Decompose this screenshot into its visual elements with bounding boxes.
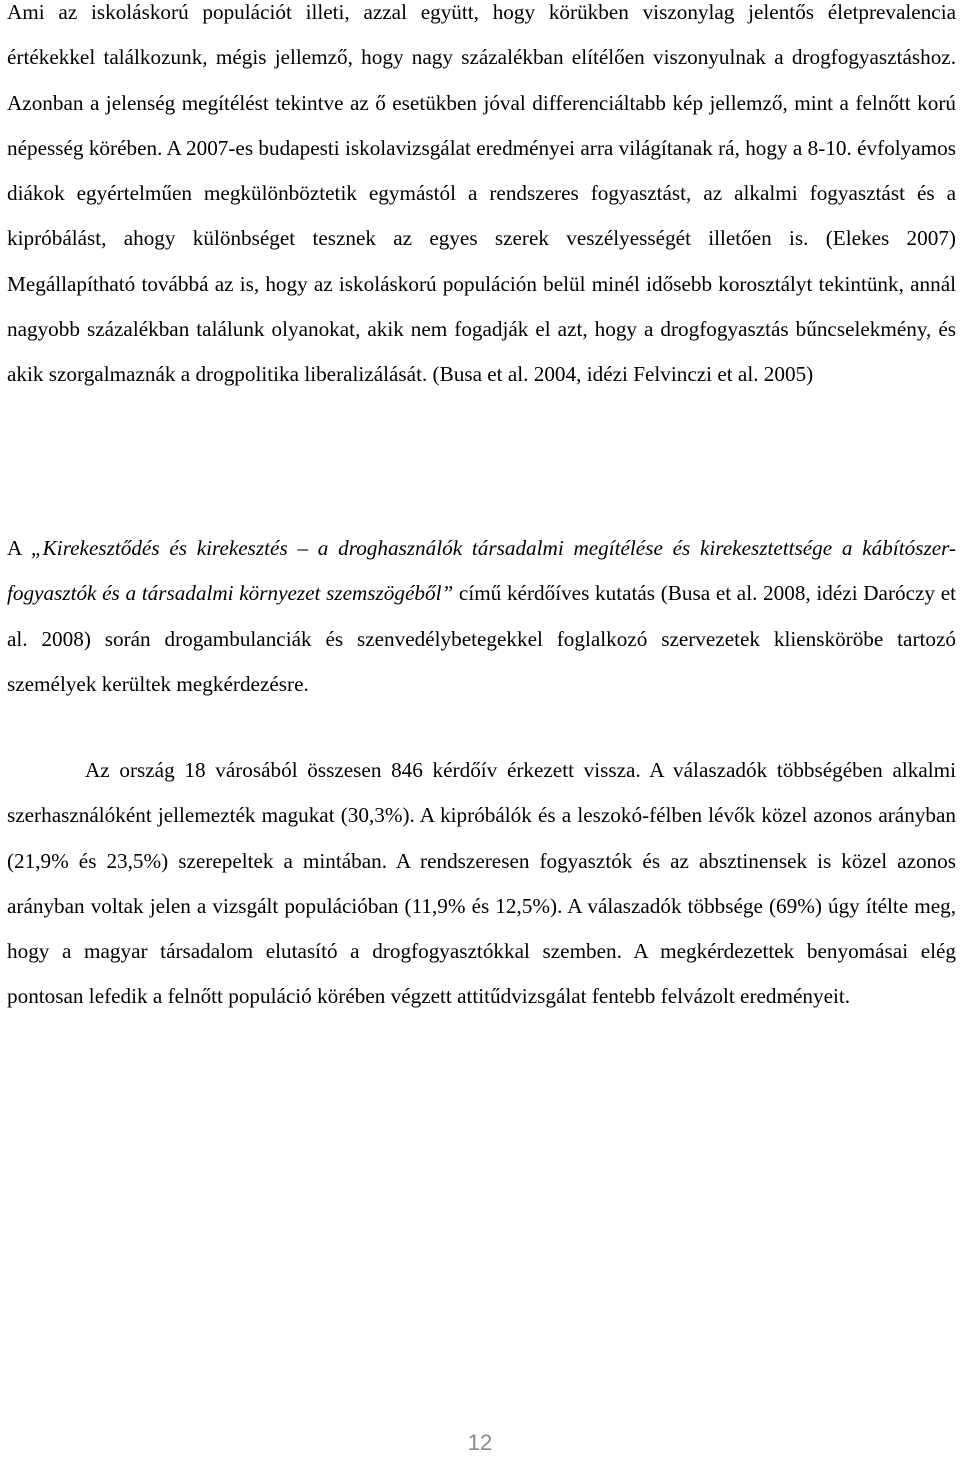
paragraph-2-study-title: „Kirekesztődés és kirekesztés – a droghasználók társadalmi megítélése és kirekesztettsége a kábítószer-fogyasztók és a társadalmi környezet szemszögéből” <box>7 536 956 606</box>
paragraph-2-suffix: című kérdőíves kutatás (Busa et al. 2008, idézi Daróczy et al. 2008) során drogambulanciák és szenvedélybetegekkel foglalkozó szervezetek kliensköröbe tartozó személyek kerültek megkérdezésre. <box>7 581 956 696</box>
page-number: 12 <box>467 1430 493 1455</box>
paragraph-2-prefix: A <box>7 536 31 560</box>
paragraph-1: Ami az iskoláskorú populációt illeti, azzal együtt, hogy körükben viszonylag jelentős életprevalencia értékekkel találkozunk, mégis jellemző, hogy nagy százalékban elítélően viszonyulnak a drogfogyasztáshoz. Azonban a jelenség megítélést tekintve az ő esetükben jóval differenciáltabb kép jellemző, mint a felnőtt korú népesség körében. A 2007-es budapesti iskolavizsgálat eredményei arra világítanak rá, hogy a 8-10. évfolyamos diákok egyértelműen megkülönböztetik egymástól a rendszeres fogyasztást, az alkalmi fogyasztást és a kipróbálást, ahogy különbséget tesznek az egyes szerek veszélyességét illetően is. (Elekes 2007) Megállapítható továbbá az is, hogy az iskoláskorú populáción belül minél idősebb korosztályt tekintünk, annál nagyobb százalékban találunk olyanokat, akik nem fogadják el azt, hogy a drogfogyasztás bűncselekmény, és akik szorgalmaznák a drogpolitika liberalizálását. (Busa et al. 2004, idézi Felvinczi et al. 2005) <box>7 0 956 387</box>
paragraph-2 <box>7 526 956 707</box>
paragraph-3: Az ország 18 városából összesen 846 kérdőív érkezett vissza. A válaszadók többségében alkalmi szerhasználóként jellemezték magukat (30,3%). A kipróbálók és a leszokó-félben lévők közel azonos arányban (21,9% és 23,5%) szerepeltek a mintában. A rendszeresen fogyasztók és az absztinensek is közel azonos arányban voltak jelen a vizsgált populációban (11,9% és 12,5%). A válaszadók többsége (69%) úgy ítélte meg, hogy a magyar társadalom elutasító a drogfogyasztókkal szemben. A megkérdezettek benyomásai elég pontosan lefedik a felnőtt populáció körében végzett attitűdvizsgálat fentebb felvázolt eredményeit. <box>7 758 956 1009</box>
